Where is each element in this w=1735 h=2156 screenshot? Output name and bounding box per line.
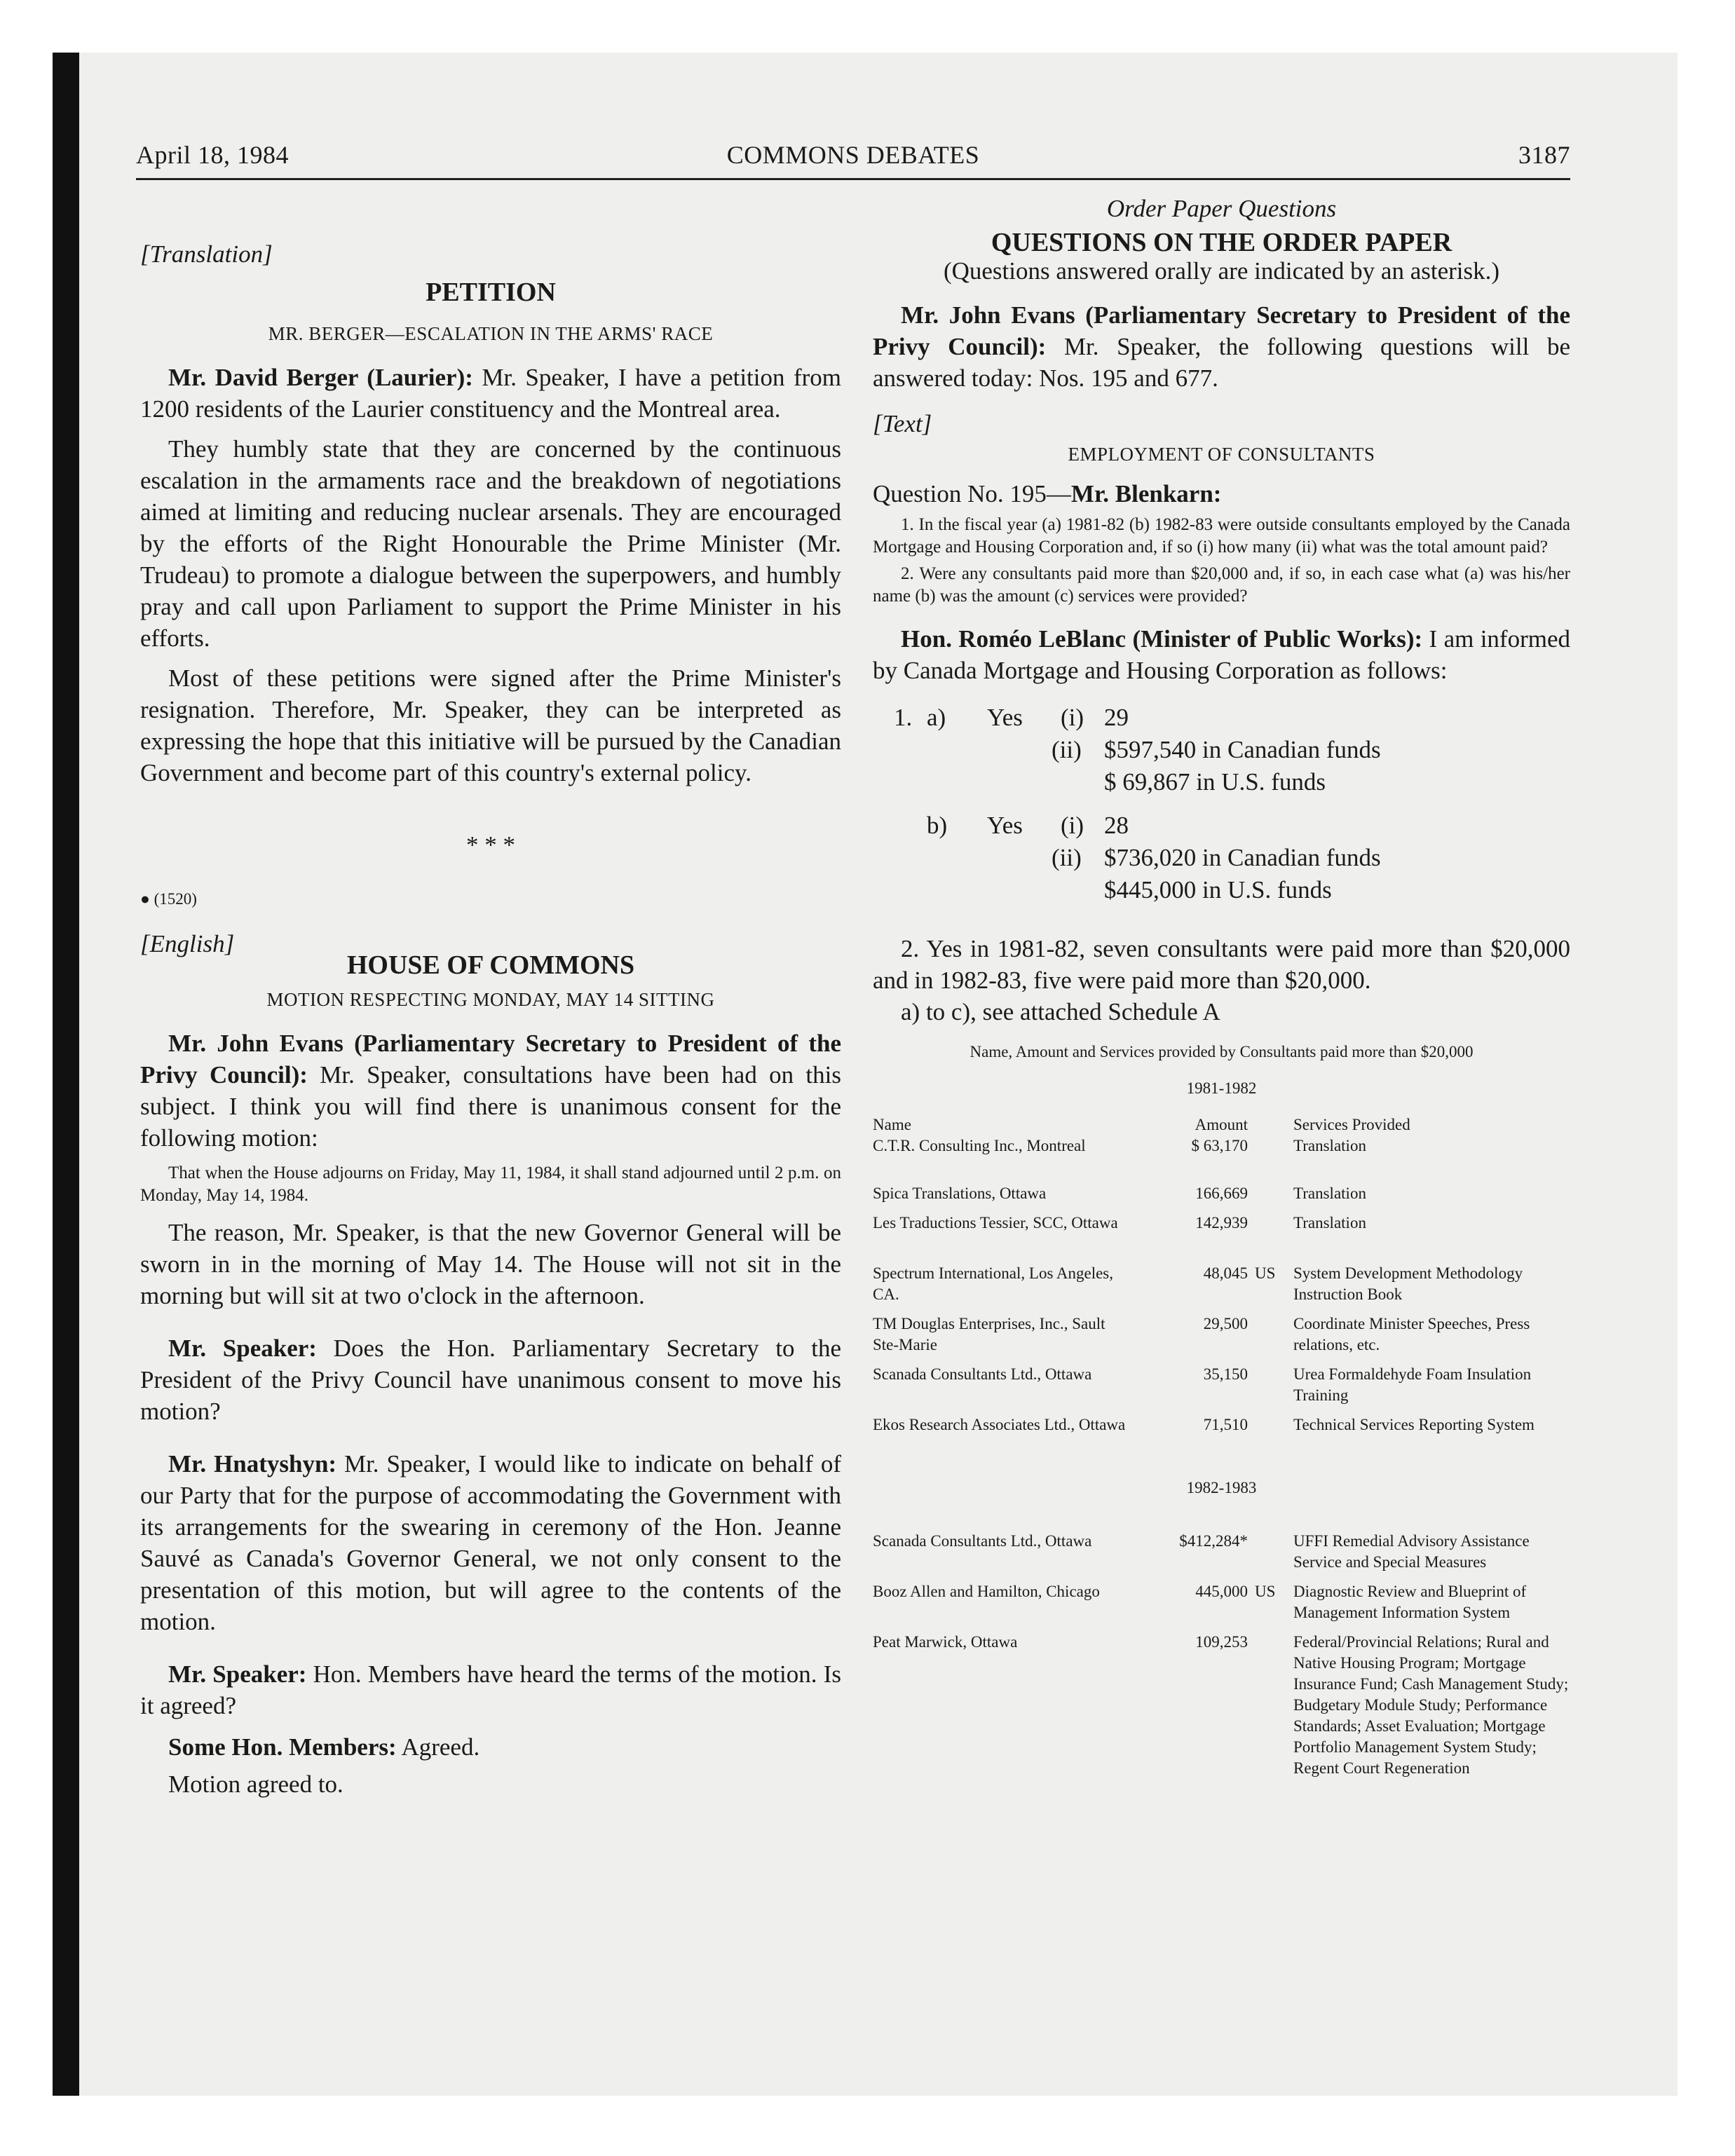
paragraph-text: Mr. Speaker, consultations have been had on this subject. I think you will find there is unanimous consent for the following motion: bbox=[140, 1061, 842, 1152]
column-header-name: Name bbox=[873, 1116, 911, 1133]
page-number: 3187 bbox=[1518, 141, 1570, 169]
answer-value: $445,000 in U.S. funds bbox=[1104, 876, 1332, 903]
cell-amount: 29,500 bbox=[1203, 1315, 1248, 1332]
speaker-paragraph-1 bbox=[140, 1332, 841, 1427]
cell-services: Translation bbox=[1293, 1185, 1366, 1202]
petition-paragraph-2: They humbly state that they are concerned by the continuous escalation in the armaments race and the breakdown of negotiations aimed at limiting and reducing nuclear arsenals. They are encouraged by the efforts of the Right Honourable the Prime Minister (Mr. Trudeau) to promote a dialogue between the superpowers, and humbly pray and call upon Parliament to support the Prime Minister in his efforts. bbox=[140, 435, 841, 652]
translation-tag: [Translation] bbox=[140, 240, 273, 268]
petition-subheading: MR. BERGER—ESCALATION IN THE ARMS' RACE bbox=[268, 323, 714, 344]
section-stars: * * * bbox=[466, 831, 515, 859]
paragraph-text: Mr. Speaker, I would like to indicate on behalf of our Party that for the purpose of accommodating the Government with its arrangements for the swearing in ceremony of the Hon. Jeanne Sauvé as Canada's Governor General, we not only consent to the presentation of this motion, but will agree to the contents of the motion. bbox=[140, 1450, 841, 1635]
table-row bbox=[873, 1183, 1570, 1213]
table-row bbox=[873, 1364, 1570, 1414]
table-row bbox=[873, 1213, 1570, 1263]
answer-roman-i: (i) bbox=[1061, 704, 1084, 731]
question-part-2: 2. Were any consultants paid more than $20,000 and, if so, in each case what (a) was his/her name (b) was the amount (c) services were provided? bbox=[873, 564, 1570, 606]
table-row bbox=[873, 1581, 1570, 1632]
answer-yes: Yes bbox=[987, 704, 1023, 731]
answer-letter-b: b) bbox=[927, 812, 948, 839]
table-header-row bbox=[873, 1114, 1570, 1135]
cell-amount: 166,669 bbox=[1195, 1185, 1248, 1202]
answer-number: 1. bbox=[894, 704, 913, 731]
cell-name: Booz Allen and Hamilton, Chicago bbox=[873, 1583, 1100, 1600]
table-year-1981: 1981-1982 bbox=[1186, 1079, 1257, 1097]
cell-name: Peat Marwick, Ottawa bbox=[873, 1633, 1018, 1651]
time-marker: ● (1520) bbox=[140, 890, 197, 908]
paragraph-text: Mr. Speaker, I have a petition from 1200 residents of the Laurier constituency and the Montreal area. bbox=[140, 364, 841, 423]
cell-amount: 445,000 bbox=[1195, 1583, 1248, 1600]
question-label: Question No. 195— bbox=[873, 480, 1071, 507]
column-header-amount: Amount bbox=[1195, 1116, 1248, 1133]
cell-services: Coordinate Minister Speeches, Press relations, etc. bbox=[1293, 1315, 1530, 1353]
answer-2-sub: a) to c), see attached Schedule A bbox=[901, 998, 1220, 1025]
paragraph-text: Agreed. bbox=[396, 1733, 480, 1761]
answer-roman-ii: (ii) bbox=[1052, 736, 1082, 763]
answer-value: $736,020 in Canadian funds bbox=[1104, 844, 1381, 871]
speaker-name: Mr. Hnatyshyn: bbox=[168, 1450, 337, 1478]
table-year-1982: 1982-1983 bbox=[1186, 1479, 1257, 1496]
cell-services: UFFI Remedial Advisory Assistance Service and Special Measures bbox=[1293, 1532, 1530, 1571]
paragraph-text: Mr. Speaker, the following questions will be answered today: Nos. 195 and 677. bbox=[873, 333, 1570, 392]
motion-subheading: MOTION RESPECTING MONDAY, MAY 14 SITTING bbox=[266, 989, 715, 1010]
table-row bbox=[873, 1632, 1570, 1800]
table-row bbox=[873, 1414, 1570, 1465]
order-paper-label: Order Paper Questions bbox=[1106, 195, 1337, 222]
cell-amount: 109,253 bbox=[1195, 1633, 1248, 1651]
motion-agreed: Motion agreed to. bbox=[168, 1770, 343, 1798]
speaker-name: Mr. David Berger (Laurier): bbox=[168, 364, 473, 391]
cell-name: TM Douglas Enterprises, Inc., Sault Ste-Marie bbox=[873, 1315, 1105, 1353]
members-agreed bbox=[140, 1731, 841, 1763]
cell-services: Diagnostic Review and Blueprint of Management Information System bbox=[1293, 1583, 1527, 1621]
house-of-commons-heading: HOUSE OF COMMONS bbox=[346, 950, 635, 980]
cell-name: Scanada Consultants Ltd., Ottawa bbox=[873, 1532, 1092, 1550]
answer-letter-a: a) bbox=[927, 704, 946, 731]
cell-services: System Development Methodology Instruction Book bbox=[1293, 1264, 1523, 1303]
cell-services: Translation bbox=[1293, 1137, 1366, 1154]
left-column bbox=[140, 193, 841, 1800]
table-row bbox=[873, 1314, 1570, 1364]
cell-amount: 71,510 bbox=[1203, 1416, 1248, 1433]
table-caption: Name, Amount and Services provided by Consultants paid more than $20,000 bbox=[969, 1043, 1474, 1060]
consultants-table bbox=[873, 1042, 1570, 1800]
scan-edge-bar bbox=[53, 53, 79, 2096]
cell-name: C.T.R. Consulting Inc., Montreal bbox=[873, 1137, 1086, 1154]
answer-2: 2. Yes in 1981-82, seven consultants were paid more than $20,000 and in 1982-83, five were paid more than $20,000. bbox=[873, 935, 1570, 994]
cell-name: Spica Translations, Ottawa bbox=[873, 1185, 1047, 1202]
question-asker: Mr. Blenkarn: bbox=[1070, 480, 1222, 507]
cell-name: Scanada Consultants Ltd., Ottawa bbox=[873, 1365, 1092, 1383]
answer-roman-ii: (ii) bbox=[1052, 844, 1082, 871]
paragraph-text: Does the Hon. Parliamentary Secretary to the President of the Privy Council have unanimous consent to move his motion? bbox=[140, 1335, 841, 1425]
motion-quote: That when the House adjourns on Friday, May 11, 1984, it shall stand adjourned until 2 p.m. on Monday, May 14, 1984. bbox=[140, 1164, 841, 1205]
petition-heading: PETITION bbox=[426, 278, 556, 307]
cell-amount: 35,150 bbox=[1203, 1365, 1248, 1383]
cell-services: Federal/Provincial Relations; Rural and Native Housing Program; Mortgage Insurance Fund; Cash Management Study; Budgetary Module Study; Performance Standards; Asset Evaluation; Mortgage Portfolio Management System Study; Regent Court Regeneration bbox=[1293, 1633, 1569, 1777]
berger-paragraph bbox=[140, 362, 841, 425]
english-tag: [English] bbox=[140, 930, 235, 957]
petition-paragraph-3: Most of these petitions were signed after the Prime Minister's resignation. Therefore, Mr. Speaker, they can be interpreted as expressing the hope that this initiative will be pursued by the Canadian Government and become part of this country's external policy. bbox=[140, 664, 841, 786]
hnatyshyn-paragraph bbox=[140, 1448, 841, 1637]
answer-yes: Yes bbox=[987, 812, 1023, 839]
evans-paragraph bbox=[140, 1028, 841, 1154]
evans-answer-paragraph bbox=[873, 299, 1570, 394]
answer-value: $ 69,867 in U.S. funds bbox=[1104, 768, 1326, 796]
cell-amount: $412,284* bbox=[1179, 1532, 1248, 1550]
cell-name: Ekos Research Associates Ltd., Ottawa bbox=[873, 1416, 1126, 1433]
answer-value: $597,540 in Canadian funds bbox=[1104, 736, 1381, 763]
cell-amount: $ 63,170 bbox=[1191, 1137, 1248, 1154]
questions-note: (Questions answered orally are indicated by an asterisk.) bbox=[943, 257, 1500, 285]
cell-currency: US bbox=[1255, 1583, 1276, 1600]
speaker-name: Mr. John Evans (Parliamentary Secretary to President of the Privy Council): bbox=[140, 1030, 841, 1089]
table-row bbox=[873, 1135, 1570, 1183]
cell-services: Technical Services Reporting System bbox=[1293, 1416, 1535, 1433]
column-header-services: Services Provided bbox=[1293, 1116, 1410, 1133]
table-row bbox=[873, 1263, 1570, 1314]
answer-part-b bbox=[873, 810, 1570, 908]
paragraph-text: Hon. Members have heard the terms of the motion. Is it agreed? bbox=[140, 1660, 841, 1719]
speaker-name: Hon. Roméo LeBlanc (Minister of Public Works): bbox=[901, 625, 1423, 653]
cell-services: Urea Formaldehyde Foam Insulation Training bbox=[1293, 1365, 1532, 1404]
employment-heading: EMPLOYMENT OF CONSULTANTS bbox=[1068, 444, 1375, 465]
paragraph-text: I am informed by Canada Mortgage and Housing Corporation as follows: bbox=[873, 625, 1570, 684]
running-header bbox=[136, 140, 1570, 180]
speaker-name: Some Hon. Members: bbox=[168, 1733, 397, 1761]
answer-part-a bbox=[873, 702, 1570, 800]
speaker-name: Mr. John Evans (Parliamentary Secretary to President of the Privy Council): bbox=[873, 301, 1570, 360]
answer-value: 28 bbox=[1104, 812, 1129, 839]
right-column bbox=[873, 193, 1570, 1800]
cell-name: Les Traductions Tessier, SCC, Ottawa bbox=[873, 1214, 1118, 1231]
cell-amount: 142,939 bbox=[1195, 1214, 1248, 1231]
leblanc-paragraph bbox=[873, 623, 1570, 686]
cell-currency: US bbox=[1255, 1264, 1276, 1282]
speaker-name: Mr. Speaker: bbox=[168, 1335, 317, 1362]
questions-heading: QUESTIONS ON THE ORDER PAPER bbox=[991, 228, 1452, 257]
header-date: April 18, 1984 bbox=[136, 141, 289, 169]
answer-roman-i: (i) bbox=[1061, 812, 1084, 839]
text-tag: [Text] bbox=[873, 410, 932, 437]
cell-amount: 48,045 bbox=[1203, 1264, 1248, 1282]
answer-value: 29 bbox=[1104, 704, 1129, 731]
header-title: COMMONS DEBATES bbox=[726, 141, 980, 169]
cell-name: Spectrum International, Los Angeles, CA. bbox=[873, 1264, 1114, 1303]
question-part-1: 1. In the fiscal year (a) 1981-82 (b) 1982-83 were outside consultants employed by the Canada Mortgage and Housing Corporation and, if so (i) how many (ii) what was the total amount paid? bbox=[873, 515, 1570, 557]
question-line bbox=[873, 478, 1570, 510]
speaker-name: Mr. Speaker: bbox=[168, 1660, 307, 1688]
reason-paragraph: The reason, Mr. Speaker, is that the new Governor General will be sworn in in the morning of May 14. The House will not sit in the morning but will sit at two o'clock in the afternoon. bbox=[140, 1219, 841, 1309]
cell-services: Translation bbox=[1293, 1214, 1366, 1231]
table-row bbox=[873, 1531, 1570, 1581]
speaker-paragraph-2 bbox=[140, 1658, 841, 1721]
